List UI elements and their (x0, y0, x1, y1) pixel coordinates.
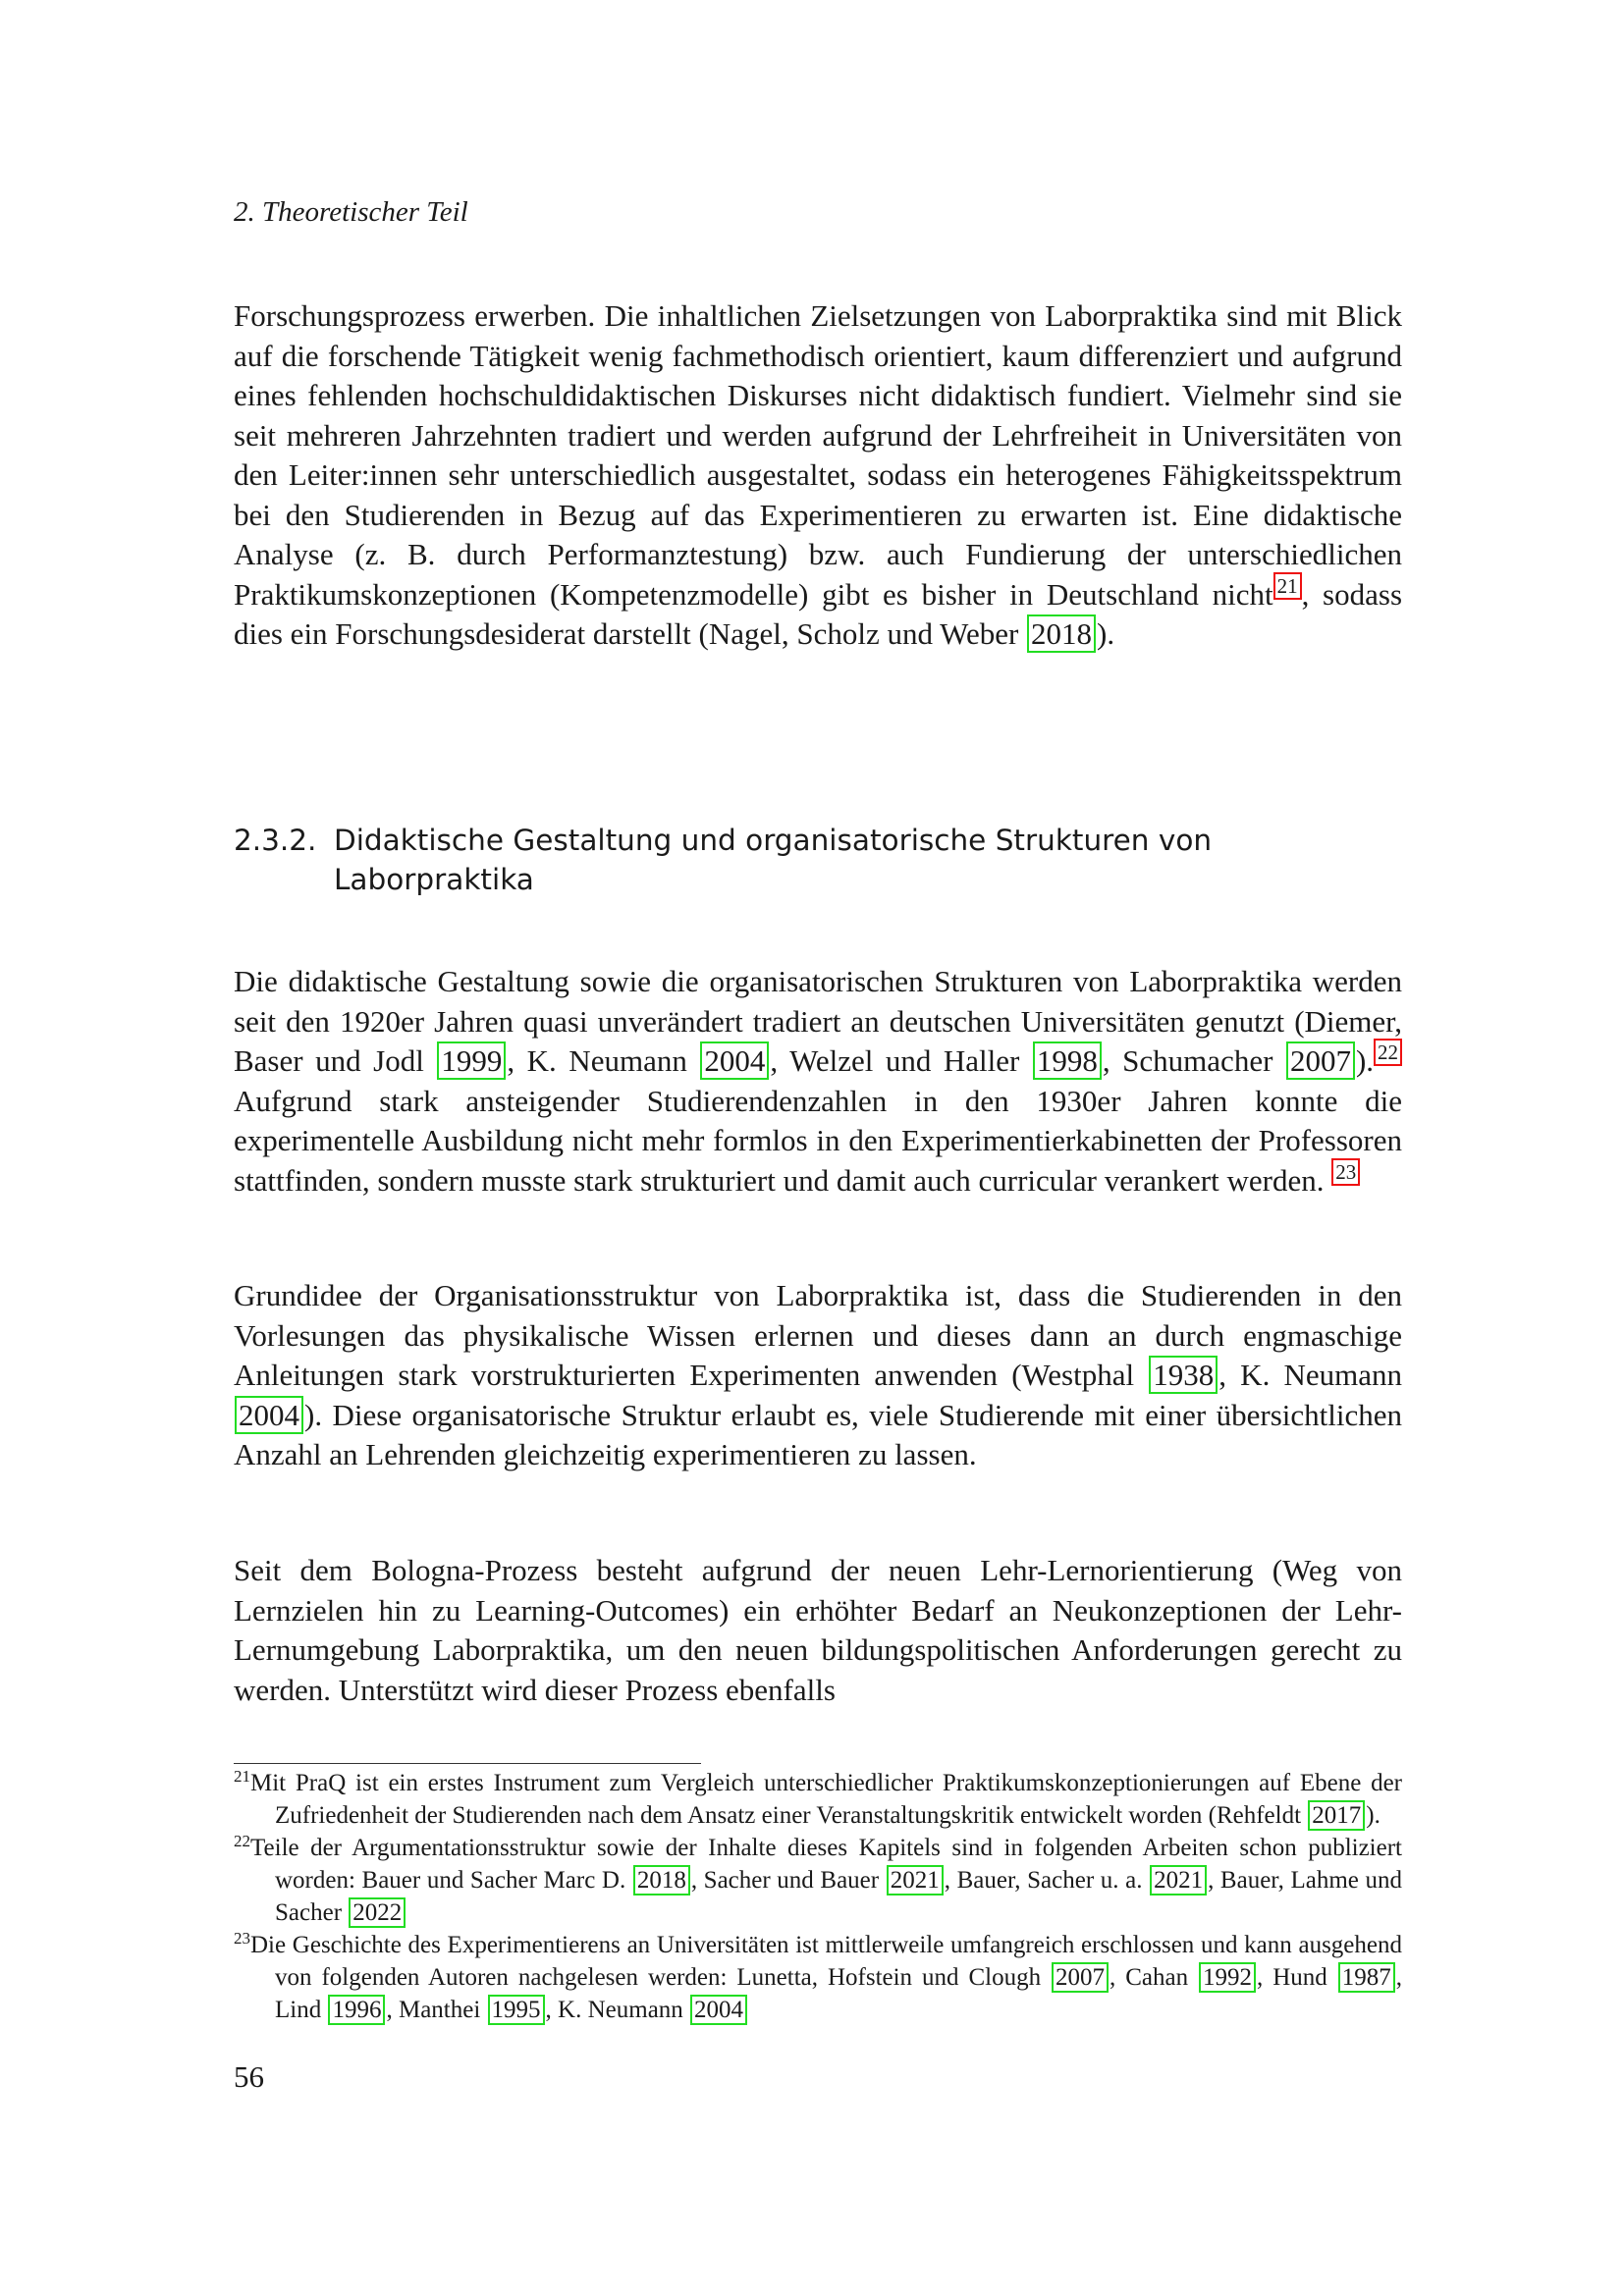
footnote-text: , Bauer, Lahme und Sacher (275, 1867, 1402, 1926)
footnote-ref-21[interactable]: 21 (1273, 572, 1302, 600)
footnote-text: ). (1366, 1802, 1380, 1829)
footnote-text: Teile der Argumentationsstruktur sowie der Inhalte dieses Kapitels sind in folgenden Arbeiten schon publiziert worden: Bauer und Sacher Marc D. (250, 1835, 1402, 1894)
citation-link[interactable]: 2018 (633, 1865, 690, 1896)
citation-link[interactable]: 2021 (887, 1865, 944, 1896)
paragraph-4: Seit dem Bologna-Prozess besteht aufgrund der neuen Lehr-Lernorientierung (Weg von Lernzielen hin zu Learning-Outcomes) ein erhöhter Bedarf an Neukonzeptionen der Lehr-Lernumgebung Laborpraktika, um den neuen bildungspolitischen Anforderungen gerecht zu werden. Unterstützt wird dieser Prozess ebenfalls (234, 1553, 1402, 1707)
section-number: 2.3.2. (234, 824, 317, 857)
citation-link[interactable]: 1999 (437, 1041, 506, 1080)
citation-link[interactable]: 1998 (1033, 1041, 1102, 1080)
citation-link[interactable]: 1996 (328, 1995, 385, 2025)
footnote-mark: 21 (234, 1767, 250, 1786)
section-title-line-2: Laborpraktika (334, 863, 534, 896)
citation-link[interactable]: 2007 (1052, 1962, 1109, 1993)
paragraph-1 (234, 296, 1402, 655)
footnotes (234, 1767, 1402, 2026)
paragraph-text: , Welzel und Haller (770, 1043, 1032, 1078)
citation-link[interactable]: 1992 (1199, 1962, 1256, 1993)
paragraph-text: ). (1355, 1043, 1375, 1078)
footnote-text: Die Geschichte des Experimentierens an Universitäten ist mittlerweile umfangreich erschlossen und kann ausgehend von folgenden Autoren nachgelesen werden: Lunetta, Hofstein und Clough (250, 1932, 1402, 1991)
paragraph-3 (234, 1276, 1402, 1475)
citation-link[interactable]: 2004 (235, 1396, 303, 1434)
paragraph-text: , Schumacher (1102, 1043, 1285, 1078)
citation-link[interactable]: 1995 (488, 1995, 545, 2025)
citation-link[interactable]: 1938 (1149, 1356, 1218, 1394)
paragraph-text: , sodass dies ein Forschungsdesiderat darstellt (Nagel, Scholz und Weber (234, 576, 1403, 651)
section-heading (234, 821, 1402, 899)
paragraph-text: Forschungsprozess erwerben. Die inhaltlichen Zielsetzungen von Laborpraktika sind mit Blick auf die forschende Tätigkeit wenig fachmethodisch orientiert, kaum differenziert und aufgrund eines fehlenden hochschuldidaktischen Diskurses nicht didaktisch fundiert. Vielmehr sind sie seit mehreren Jahrzehnten tradiert und werden aufgrund der Lehrfreiheit in Universitäten von den Leiter:innen sehr unterschiedlich ausgestaltet, sodass ein heterogenes Fähigkeitsspektrum bei den Studierenden in Bezug auf das Experimentieren zu erwarten ist. Eine didaktische Analyse (z. B. durch Performanztestung) bzw. auch Fundierung der unterschiedlichen Praktikumskonzeptionen (Kompetenzmodelle) gibt es bisher in Deutschland nicht (234, 298, 1402, 612)
citation-link[interactable]: 2004 (690, 1995, 747, 2025)
citation-link[interactable]: 2017 (1308, 1800, 1365, 1831)
footnote-text: , Sacher und Bauer (690, 1867, 886, 1894)
footnote-separator (234, 1763, 701, 1764)
running-head: 2. Theoretischer Teil (234, 196, 468, 228)
footnote-21 (234, 1767, 1402, 1832)
citation-link[interactable]: 1987 (1338, 1962, 1395, 1993)
footnote-text: , Bauer, Sacher u. a. (944, 1867, 1150, 1894)
page-number: 56 (234, 2059, 264, 2094)
paragraph-2 (234, 962, 1402, 1201)
paragraph-text: Aufgrund stark ansteigender Studierendenzahlen in den 1930er Jahren konnte die experimentelle Ausbildung nicht mehr formlos in den Experimentierkabinetten der Professoren stattfinden, sondern musste stark strukturiert und damit auch curricular verankert werden. (234, 1083, 1402, 1198)
footnote-text: , Hund (1257, 1964, 1337, 1991)
citation-link[interactable]: 2018 (1027, 614, 1096, 653)
footnote-text: , Manthei (386, 1997, 487, 2023)
paragraph-text: , K. Neumann (1218, 1358, 1402, 1392)
paragraph-text: ). Diese organisatorische Struktur erlaubt es, viele Studierende mit einer übersichtlichen Anzahl an Lehrenden gleichzeitig experimentieren zu lassen. (234, 1397, 1402, 1471)
footnote-ref-23[interactable]: 23 (1331, 1158, 1360, 1186)
paragraph-text: ). (1097, 616, 1115, 651)
citation-link[interactable]: 2021 (1150, 1865, 1207, 1896)
footnote-text: , K. Neumann (545, 1997, 690, 2023)
footnote-ref-22[interactable]: 22 (1374, 1039, 1402, 1066)
paragraph-text: Grundidee der Organisationsstruktur von Laborpraktika ist, dass die Studierenden in den Vorlesungen das physikalische Wissen erlernen und dieses dann an durch engmaschige Anleitungen stark vorstrukturierten Experimenten anwenden (Westphal (234, 1278, 1402, 1392)
footnote-text: , Cahan (1110, 1964, 1199, 1991)
paragraph-text: Die didaktische Gestaltung sowie die organisatorischen Strukturen von Laborpraktika werden seit den 1920er Jahren quasi unverändert tradiert an deutschen Universitäten genutzt (Diemer, Baser und Jodl (234, 964, 1402, 1078)
section-title-line-1: Didaktische Gestaltung und organisatorische Strukturen von (334, 824, 1213, 857)
footnote-text: Mit PraQ ist ein erstes Instrument zum Vergleich unterschiedlicher Praktikumskonzeptionierungen auf Ebene der Zufriedenheit der Studierenden nach dem Ansatz einer Veranstaltungskritik entwickelt worden (Rehfeldt (250, 1770, 1402, 1829)
citation-link[interactable]: 2007 (1286, 1041, 1355, 1080)
footnote-text: , Lind (275, 1964, 1402, 2023)
paragraph-text: , K. Neumann (507, 1043, 700, 1078)
footnote-mark: 22 (234, 1832, 250, 1850)
footnote-23 (234, 1929, 1402, 2026)
citation-link[interactable]: 2004 (700, 1041, 769, 1080)
citation-link[interactable]: 2022 (349, 1897, 406, 1928)
footnote-22 (234, 1832, 1402, 1929)
footnote-mark: 23 (234, 1929, 250, 1948)
